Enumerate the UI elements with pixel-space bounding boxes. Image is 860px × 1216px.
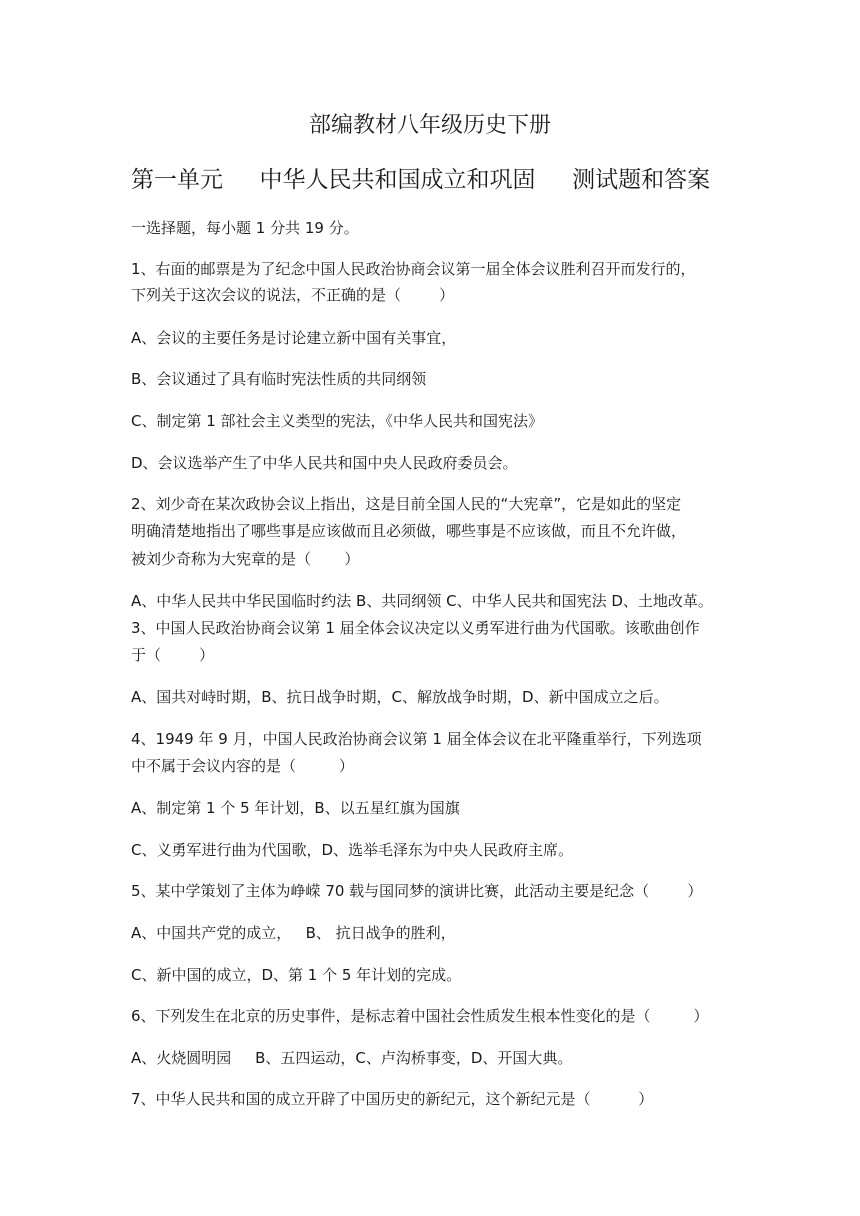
question-5-options-ab: A、中国共产党的成立， B、 抗日战争的胜利，	[131, 924, 456, 942]
question-1-line-1: 1、右面的邮票是为了纪念中国人民政治协商会议第一届全体会议胜利召开而发行的，	[131, 260, 696, 278]
question-4-line-2: 中不属于会议内容的是（ ）	[131, 757, 354, 775]
question-6-options: A、火烧圆明园 B、五四运动，C、卢沟桥事变，D、开国大典。	[131, 1049, 573, 1067]
question-2-options: A、中华人民共中华民国临时约法 B、共同纲领 C、中华人民共和国宪法 D、土地改革。	[131, 592, 713, 610]
question-1-line-2: 下列关于这次会议的说法，不正确的是（ ）	[131, 286, 455, 304]
question-6-line-1: 6、下列发生在北京的历史事件，是标志着中国社会性质发生根本性变化的是（ ）	[131, 1007, 709, 1025]
question-1-option-b: B、会议通过了具有临时宪法性质的共同纲领	[131, 370, 427, 388]
question-2-line-2: 明确清楚地指出了哪些事是应该做而且必须做，哪些事是不应该做，而且不允许做，	[131, 522, 687, 540]
question-2-line-1: 2、刘少奇在某次政协会议上指出，这是目前全国人民的“大宪章”，它是如此的坚定	[131, 495, 682, 513]
section-heading: 一选择题，每小题 1 分共 19 分。	[131, 219, 359, 237]
question-4-options-cd: C、义勇军进行曲为代国歌，D、选举毛泽东为中央人民政府主席。	[131, 841, 574, 859]
document-title: 部编教材八年级历史下册	[308, 113, 551, 138]
question-1-option-a: A、会议的主要任务是讨论建立新中国有关事宜，	[131, 329, 457, 347]
question-1-option-c: C、制定第 1 部社会主义类型的宪法，《中华人民共和国宪法》	[131, 412, 544, 430]
question-7-line-1: 7、中华人民共和国的成立开辟了中国历史的新纪元，这个新纪元是（ ）	[131, 1090, 654, 1108]
question-1-option-d: D、会议选举产生了中华人民共和国中央人民政府委员会。	[131, 454, 518, 472]
question-2-line-3: 被刘少奇称为大宪章的是（ ）	[131, 550, 360, 568]
question-3-options: A、国共对峙时期，B、抗日战争时期，C、解放战争时期，D、新中国成立之后。	[131, 688, 669, 706]
document-subtitle: 第一单元 中华人民共和国成立和巩固 测试题和答案	[131, 167, 711, 193]
question-3-line-1: 3、中国人民政治协商会议第 1 届全体会议决定以义勇军进行曲为代国歌。该歌曲创作	[131, 619, 700, 637]
question-3-line-2: 于（ ）	[131, 646, 215, 664]
question-4-line-1: 4、1949 年 9 月，中国人民政治协商会议第 1 届全体会议在北平隆重举行，下列选项	[131, 730, 702, 748]
question-4-options-ab: A、制定第 1 个 5 年计划，B、以五星红旗为国旗	[131, 799, 460, 817]
question-5-line-1: 5、某中学策划了主体为峥嵘 70 载与国同梦的演讲比赛，此活动主要是纪念（ ）	[131, 882, 703, 900]
question-5-options-cd: C、新中国的成立，D、第 1 个 5 年计划的完成。	[131, 966, 462, 984]
